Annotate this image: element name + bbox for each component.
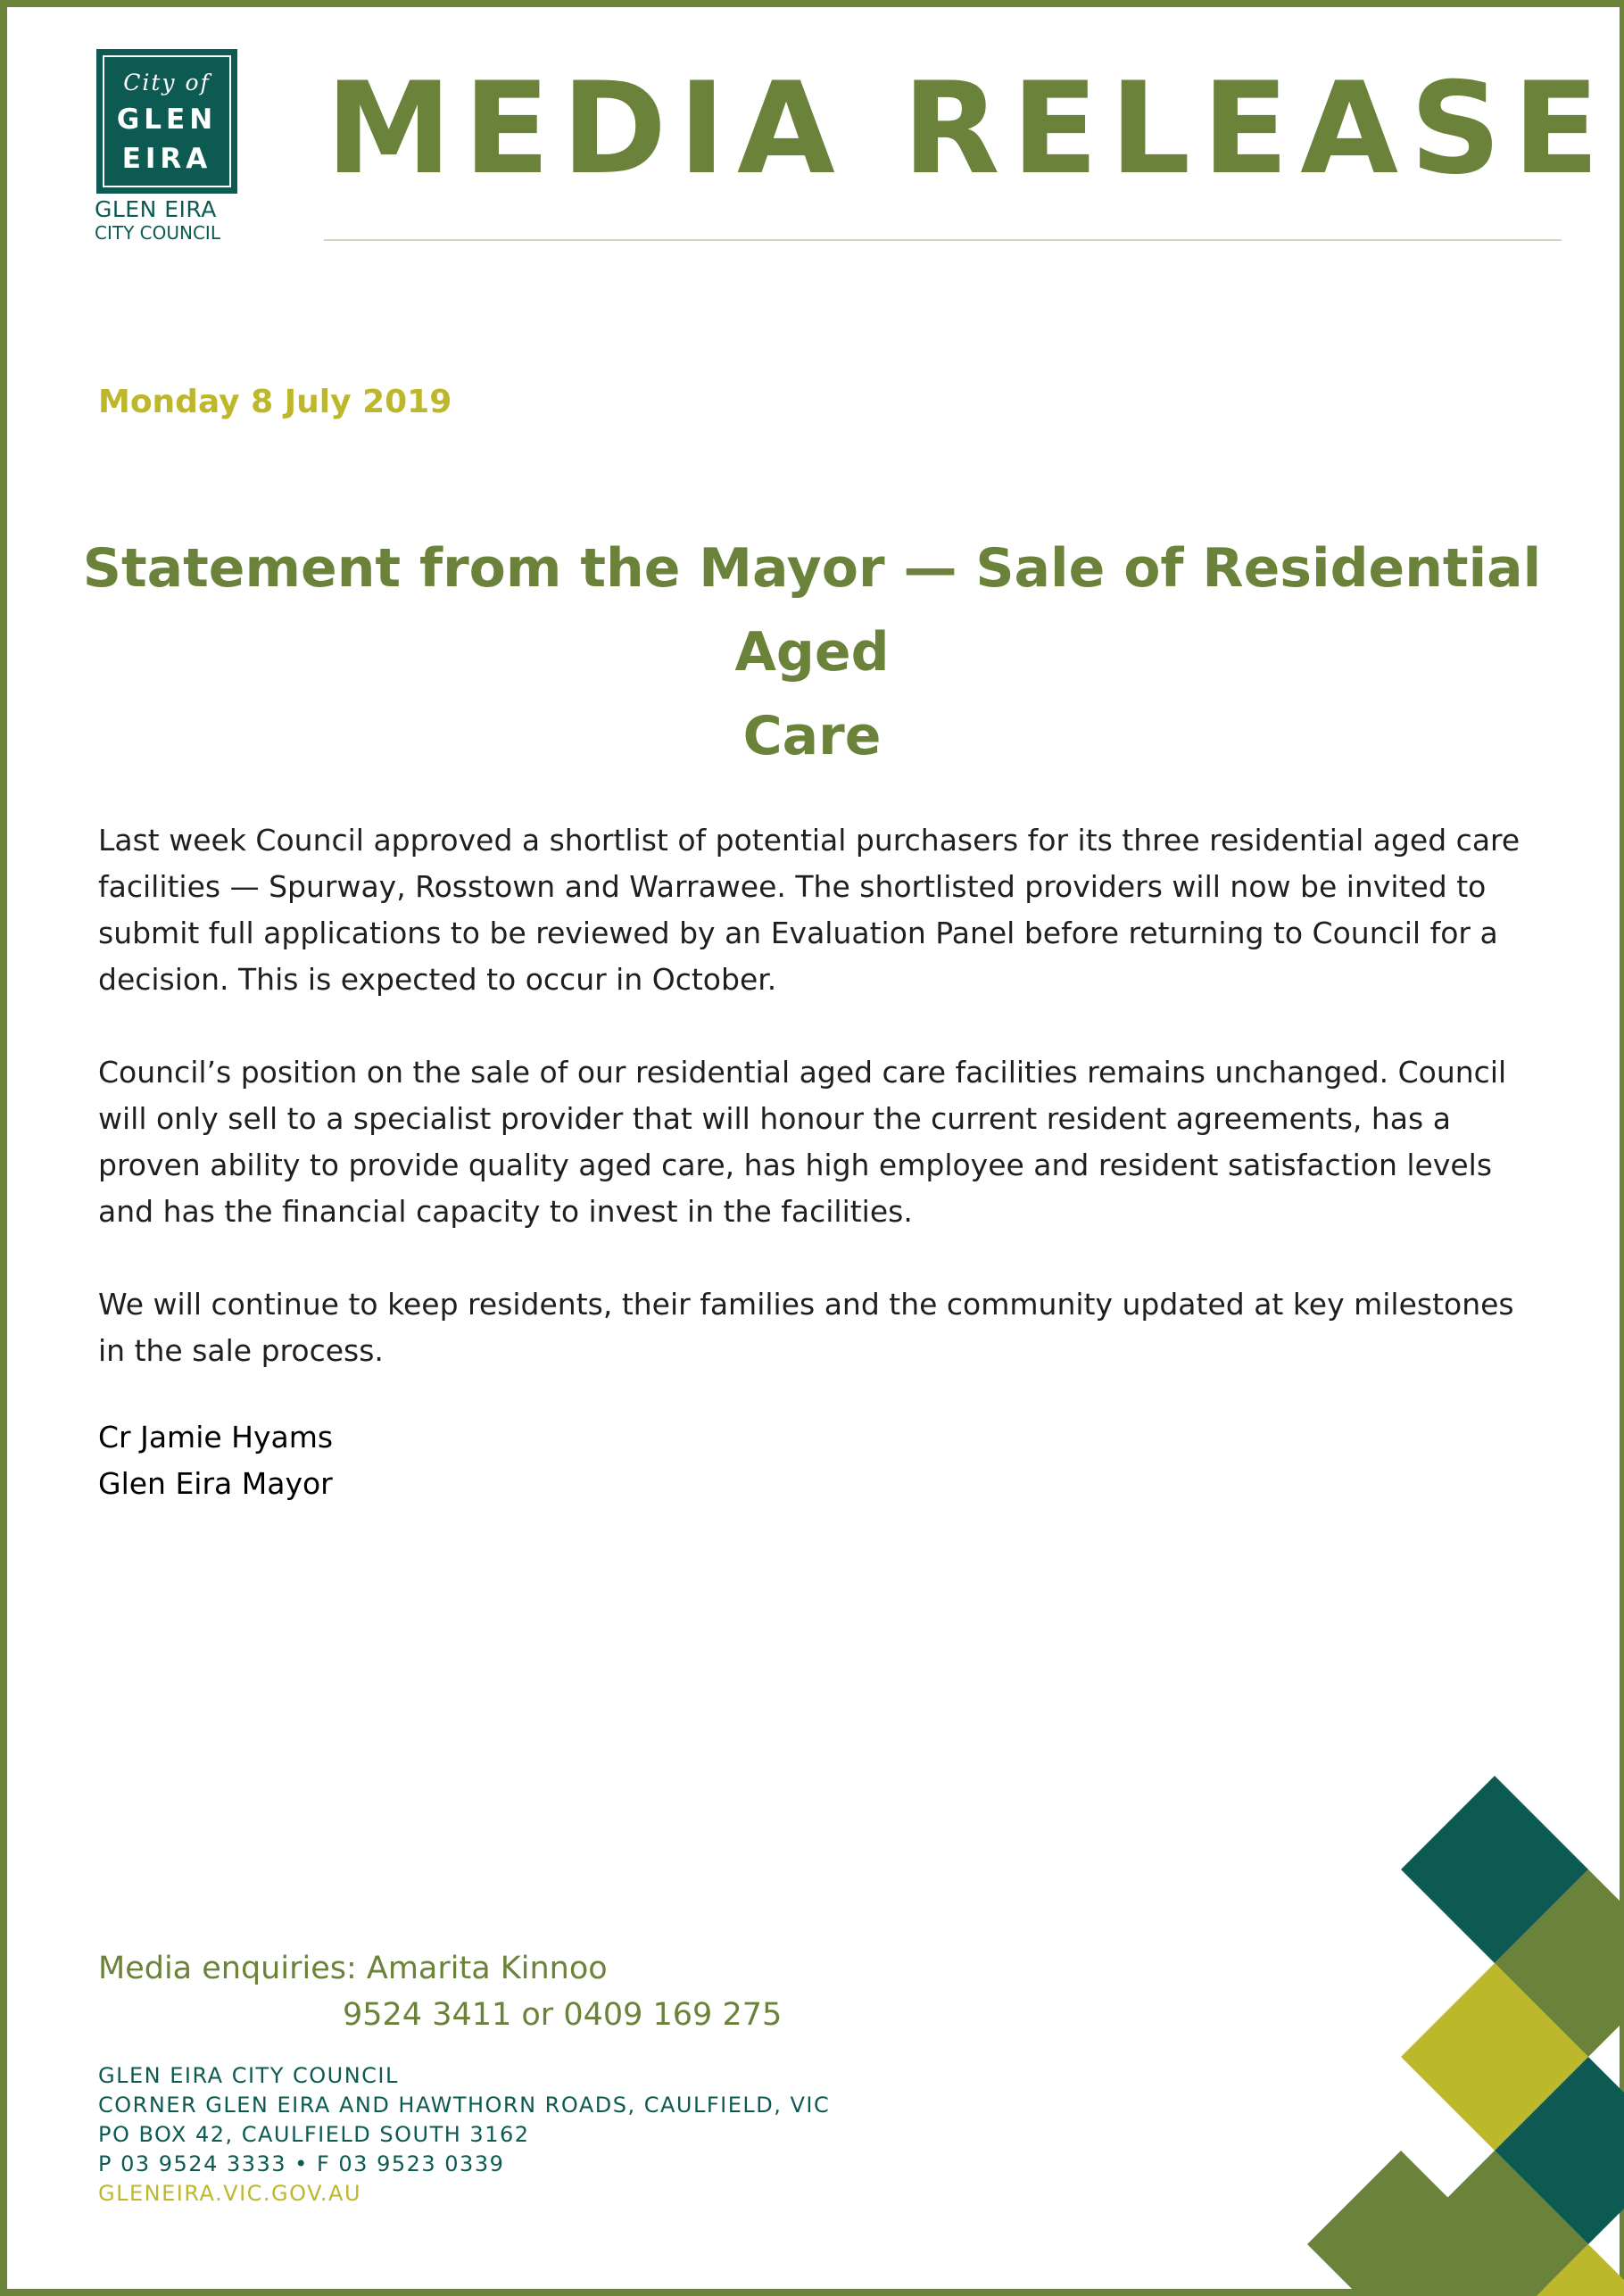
- body-paragraph-3: We will continue to keep residents, their families and the community updated at key milestones in the sale process.: [98, 1287, 1514, 1368]
- logo-inner-border: [103, 55, 231, 187]
- website-link[interactable]: GLENEIRA.VIC.GOV.AU: [98, 2181, 362, 2206]
- masthead-title: MEDIA RELEASE: [326, 55, 1612, 203]
- address-line-1: GLEN EIRA CITY COUNCIL: [98, 2063, 399, 2088]
- media-phones: 9524 3411 or 0409 169 275: [343, 1997, 783, 2033]
- council-address: [98, 2061, 830, 2209]
- council-name-line2: CITY COUNCIL: [95, 222, 220, 244]
- body-paragraph-2: Council’s position on the sale of our residential aged care facilities remains unchanged. Council will only sell to a specialist provider that will honour the current resident agreements, has a proven ability to provide quality aged care, has high employee and resident satisfaction levels and has the financial capacity to invest in the facilities.: [98, 1055, 1507, 1229]
- council-name: [95, 198, 220, 245]
- council-logo: [96, 49, 237, 194]
- headline-line1: Statement from the Mayor — Sale of Residential Aged: [82, 537, 1542, 684]
- decorative-diamonds: [1196, 1776, 1624, 2296]
- logo-eira: EIRA: [121, 143, 212, 175]
- signature-title: Glen Eira Mayor: [98, 1466, 333, 1501]
- council-name-line1: GLEN EIRA: [95, 196, 217, 222]
- signature-name: Cr Jamie Hyams: [98, 1420, 334, 1455]
- signature: [98, 1414, 333, 1507]
- media-contact: Media enquiries: Amarita Kinnoo: [98, 1951, 608, 1986]
- release-date: Monday 8 July 2019: [98, 384, 452, 420]
- logo-glen: GLEN: [116, 104, 218, 136]
- headline: [71, 526, 1553, 778]
- address-line-3: PO BOX 42, CAULFIELD SOUTH 3162: [98, 2122, 530, 2147]
- logo-city-of: City of: [123, 70, 211, 95]
- headline-line2: Care: [742, 705, 882, 767]
- address-line-2: CORNER GLEN EIRA AND HAWTHORN ROADS, CAULFIELD, VIC: [98, 2093, 831, 2118]
- address-line-4: P 03 9524 3333 • F 03 9523 0339: [98, 2151, 505, 2176]
- header-divider: [324, 239, 1562, 241]
- body-text: [98, 817, 1544, 1421]
- media-enquiries: [98, 1945, 782, 2038]
- body-paragraph-1: Last week Council approved a shortlist of potential purchasers for its three residential aged care facilities — Spurway, Rosstown and Warrawee. The shortlisted providers will now be invited to submit full applications to be reviewed by an Evaluation Panel before returning to Council for a decision. This is expected to occur in October.: [98, 823, 1520, 997]
